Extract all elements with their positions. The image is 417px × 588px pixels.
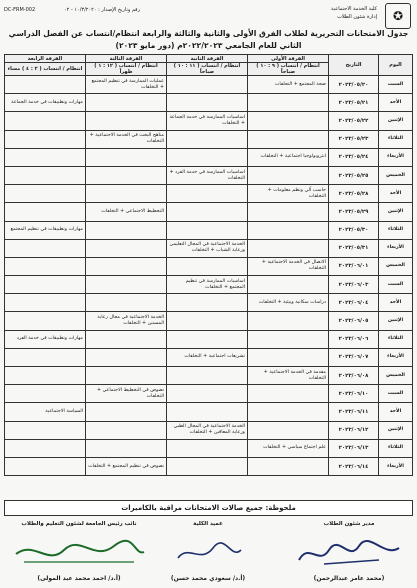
header-group-4: الفرقة الرابعة [5, 55, 86, 63]
group-4-cell [5, 367, 86, 385]
group-1-cell [248, 312, 329, 330]
day-cell: الإثنين [379, 421, 413, 439]
day-cell: الأحد [379, 185, 413, 203]
handwritten-signature-icon [153, 532, 263, 572]
subheader-group-1: انتظام / انتساب ( ٩ : ١٠ ) صباحاً [248, 63, 329, 76]
day-cell: الخميس [379, 367, 413, 385]
date-cell: ٢٠٢٣/٠٥/٣٠ [329, 221, 379, 239]
group-2-cell [167, 221, 248, 239]
header-date: التاريخ [329, 55, 379, 76]
date-cell: ٢٠٢٣/٠٥/٢٣ [329, 130, 379, 148]
signature-name: (أ.د/ سعودي محمد حسن) [170, 575, 246, 582]
group-3-cell: مناهج البحث في الخدمة الاجتماعية + التخلفات [86, 130, 167, 148]
group-3-cell [86, 294, 167, 312]
group-1-cell [248, 203, 329, 221]
table-row [5, 112, 413, 130]
day-cell: الأربعاء [379, 239, 413, 257]
table-row [5, 276, 413, 294]
date-cell: ٢٠٢٣/٠٦/٠٧ [329, 348, 379, 366]
table-row [5, 403, 413, 421]
date-cell: ٢٠٢٣/٠٦/٠٣ [329, 276, 379, 294]
group-3-cell: عمليات الممارسة في تنظيم المجتمع + التخلفات [86, 76, 167, 94]
group-1-cell [248, 166, 329, 184]
day-cell: الأحد [379, 403, 413, 421]
group-4-cell [5, 166, 86, 184]
group-1-cell [248, 94, 329, 112]
title-line-2: الثاني للعام الجامعي ٢٠٢٢/٢٠٢٣م (دور مايو ٢٠٢٣) [115, 41, 302, 50]
date-cell: ٢٠٢٣/٠٥/٢٠ [329, 76, 379, 94]
table-row [5, 185, 413, 203]
handwritten-signature-icon [289, 532, 409, 572]
table-row [5, 130, 413, 148]
date-cell: ٢٠٢٣/٠٥/٢٥ [329, 166, 379, 184]
date-cell: ٢٠٢٣/٠٦/١١ [329, 403, 379, 421]
group-2-cell [167, 257, 248, 275]
date-cell: ٢٠٢٣/٠٥/٢٨ [329, 185, 379, 203]
group-2-cell [167, 76, 248, 94]
group-4-cell [5, 130, 86, 148]
group-3-cell [86, 330, 167, 348]
group-4-cell [5, 312, 86, 330]
group-2-cell [167, 294, 248, 312]
group-3-cell [86, 239, 167, 257]
group-2-cell: اساسيات الممارسة في خدمة الجماعة + التخلفات [167, 112, 248, 130]
form-code: DC-FRM-002 [4, 7, 36, 13]
header-day: اليوم [379, 55, 413, 76]
table-row [5, 421, 413, 439]
day-cell: الثلاثاء [379, 330, 413, 348]
day-cell: الثلاثاء [379, 439, 413, 457]
date-cell: ٢٠٢٣/٠٦/١٤ [329, 457, 379, 475]
handwritten-signature-icon [4, 532, 154, 572]
group-3-cell: نصوص في التخطيط الاجتماعي + التخلفات [86, 385, 167, 403]
group-1-cell: دراسات سكانية وبيئية + التخلفات [248, 294, 329, 312]
group-4-cell [5, 294, 86, 312]
group-2-cell [167, 367, 248, 385]
group-2-cell [167, 185, 248, 203]
group-3-cell [86, 257, 167, 275]
group-4-cell [5, 385, 86, 403]
group-4-cell: مهارات وتطبيقات في تنظيم المجتمع [5, 221, 86, 239]
group-3-cell [86, 348, 167, 366]
group-4-cell [5, 239, 86, 257]
day-cell: الخميس [379, 166, 413, 184]
signatures-block [4, 520, 413, 586]
group-1-cell: مقدمة في الخدمة الاجتماعية + التخلفات [248, 367, 329, 385]
table-row [5, 385, 413, 403]
group-2-cell: اساسيات الممارسة في تنظيم المجتمع + التخلفات [167, 276, 248, 294]
group-3-cell [86, 421, 167, 439]
day-cell: الأحد [379, 294, 413, 312]
group-2-cell [167, 148, 248, 166]
group-2-cell [167, 439, 248, 457]
department-block [331, 5, 377, 21]
day-cell: الأربعاء [379, 148, 413, 166]
table-row [5, 330, 413, 348]
date-cell: ٢٠٢٣/٠٦/١٣ [329, 439, 379, 457]
group-4-cell [5, 257, 86, 275]
date-cell: ٢٠٢٣/٠٥/٢٢ [329, 112, 379, 130]
exam-schedule-table [4, 54, 413, 476]
group-4-cell [5, 457, 86, 475]
group-2-cell: تشريعات اجتماعية + التخلفات [167, 348, 248, 366]
cameras-note: ملحوظة: جميع صالات الامتحانات مراقبة بالكاميرات [4, 500, 413, 516]
group-2-cell [167, 130, 248, 148]
title-line-1: جدول الامتحانات التحريرية لطلاب الفرق الأولى والثانية والثالثة والرابعة انتظام/انتساب عن الفصل الدراسي [8, 29, 409, 38]
group-3-cell [86, 221, 167, 239]
group-2-cell: الخدمة الاجتماعية في المجال التعليمي ورعاية الشباب + التخلفات [167, 239, 248, 257]
table-row [5, 76, 413, 94]
date-cell: ٢٠٢٣/٠٦/٠٨ [329, 367, 379, 385]
group-4-cell [5, 421, 86, 439]
signature-dean [153, 520, 263, 582]
group-4-cell [5, 203, 86, 221]
table-row [5, 367, 413, 385]
group-1-cell [248, 348, 329, 366]
group-4-cell: السياسة الاجتماعية [5, 403, 86, 421]
group-2-cell [167, 330, 248, 348]
table-row [5, 239, 413, 257]
day-cell: الإثنين [379, 312, 413, 330]
table-row [5, 439, 413, 457]
group-1-cell [248, 403, 329, 421]
group-1-cell: الاتصال في الخدمة الاجتماعية + التخلفات [248, 257, 329, 275]
group-2-cell [167, 94, 248, 112]
date-cell: ٢٠٢٣/٠٥/٣١ [329, 239, 379, 257]
group-1-cell [248, 130, 329, 148]
date-cell: ٢٠٢٣/٠٥/٢٤ [329, 148, 379, 166]
date-cell: ٢٠٢٣/٠٦/٠٤ [329, 294, 379, 312]
table-row [5, 166, 413, 184]
group-1-cell [248, 330, 329, 348]
group-4-cell [5, 112, 86, 130]
group-4-cell [5, 76, 86, 94]
faculty-name: كلية الخدمة الاجتماعية [331, 6, 377, 12]
day-cell: الإثنين [379, 203, 413, 221]
date-cell: ٢٠٢٣/٠٦/٠٥ [329, 312, 379, 330]
table-row [5, 203, 413, 221]
date-cell: ٢٠٢٣/٠٥/٢٩ [329, 203, 379, 221]
signature-student-affairs [289, 520, 409, 582]
group-1-cell: صحة المجتمع + التخلفات [248, 76, 329, 94]
group-1-cell [248, 276, 329, 294]
signature-name: (محمد عامر عبدالرحمن) [313, 575, 385, 582]
group-1-cell [248, 385, 329, 403]
day-cell: الإثنين [379, 112, 413, 130]
group-4-cell [5, 185, 86, 203]
day-cell: السبت [379, 276, 413, 294]
group-1-cell: علم اجتماع سياسي + التخلفات [248, 439, 329, 457]
group-3-cell [86, 166, 167, 184]
signature-role: نائب رئيس الجامعة لشئون التعليم والطلاب [21, 521, 137, 527]
header-group-3: الفرقة الثالثة [86, 55, 167, 63]
group-3-cell [86, 94, 167, 112]
day-cell: الثلاثاء [379, 130, 413, 148]
subheader-group-3: انتظام / انتساب ( ١٢ : ١ ) ظهراً [86, 63, 167, 76]
table-row [5, 94, 413, 112]
group-3-cell [86, 112, 167, 130]
day-cell: السبت [379, 76, 413, 94]
group-4-cell [5, 348, 86, 366]
header-group-2: الفرقة الثانية [167, 55, 248, 63]
page-title [8, 28, 409, 52]
date-cell: ٢٠٢٣/٠٦/٠٦ [329, 330, 379, 348]
group-1-cell [248, 221, 329, 239]
group-2-cell [167, 312, 248, 330]
date-cell: ٢٠٢٣/٠٦/١٠ [329, 385, 379, 403]
day-cell: الثلاثاء [379, 221, 413, 239]
signature-vice-president [4, 520, 154, 582]
group-1-cell: حاسب آلي ونظم معلومات + التخلفات [248, 185, 329, 203]
department-name: إدارة شئون الطلاب [337, 14, 377, 20]
day-cell: الأربعاء [379, 348, 413, 366]
day-cell: الأحد [379, 94, 413, 112]
group-3-cell: الخدمة الاجتماعية في مجال رعاية المسنين + التخلفات [86, 312, 167, 330]
form-date-label: رقم وتاريخ الإصدار : ١٠/٣/٢٠٢٠ - ٠٢ [64, 7, 140, 13]
group-1-cell: انثروبولوجيا اجتماعية + التخلفات [248, 148, 329, 166]
date-cell: ٢٠٢٣/٠٥/٢١ [329, 94, 379, 112]
signature-name: (أ.د/ احمد محمد عبد المولى) [37, 575, 121, 582]
university-logo-icon: ✪ [385, 3, 411, 29]
group-3-cell [86, 148, 167, 166]
signature-role: عميد الكلية [193, 521, 223, 527]
group-2-cell [167, 403, 248, 421]
day-cell: السبت [379, 385, 413, 403]
group-2-cell: اساسيات الممارسة في خدمة الفرد + التخلفات [167, 166, 248, 184]
group-4-cell: مهارات وتطبيقات في خدمة الجماعة [5, 94, 86, 112]
table-row [5, 257, 413, 275]
group-2-cell: الخدمة الاجتماعية في المجال الطبي ورعاية المعاقين + التخلفات [167, 421, 248, 439]
table-row [5, 148, 413, 166]
table-row [5, 348, 413, 366]
group-4-cell [5, 439, 86, 457]
subheader-group-2: انتظام / انتساب ( ١١ : ١٠ ) صباحاً [167, 63, 248, 76]
table-row [5, 457, 413, 475]
header-group-1: الفرقة الأولى [248, 55, 329, 63]
group-3-cell [86, 185, 167, 203]
group-3-cell [86, 439, 167, 457]
group-2-cell [167, 203, 248, 221]
group-4-cell: مهارات وتطبيقات في خدمة الفرد [5, 330, 86, 348]
date-cell: ٢٠٢٣/٠٦/١٢ [329, 421, 379, 439]
group-3-cell [86, 276, 167, 294]
group-1-cell [248, 112, 329, 130]
table-row [5, 312, 413, 330]
group-1-cell [248, 457, 329, 475]
group-4-cell [5, 148, 86, 166]
group-1-cell [248, 421, 329, 439]
group-3-cell: التخطيط الاجتماعي + التخلفات [86, 203, 167, 221]
group-3-cell [86, 367, 167, 385]
subheader-group-4: انتظام / انتساب ( ٢ : ٤ ) مساء [5, 63, 86, 76]
day-cell: الخميس [379, 257, 413, 275]
table-row [5, 221, 413, 239]
day-cell: الأربعاء [379, 457, 413, 475]
group-4-cell [5, 276, 86, 294]
group-1-cell [248, 239, 329, 257]
header-bar [4, 3, 413, 27]
group-3-cell: نصوص في تنظيم المجتمع + التخلفات [86, 457, 167, 475]
table-row [5, 294, 413, 312]
table-header-row [5, 55, 413, 63]
group-3-cell [86, 403, 167, 421]
group-2-cell [167, 385, 248, 403]
date-cell: ٢٠٢٣/٠٦/٠١ [329, 257, 379, 275]
group-2-cell [167, 457, 248, 475]
signature-role: مدير شئون الطلاب [323, 521, 375, 527]
